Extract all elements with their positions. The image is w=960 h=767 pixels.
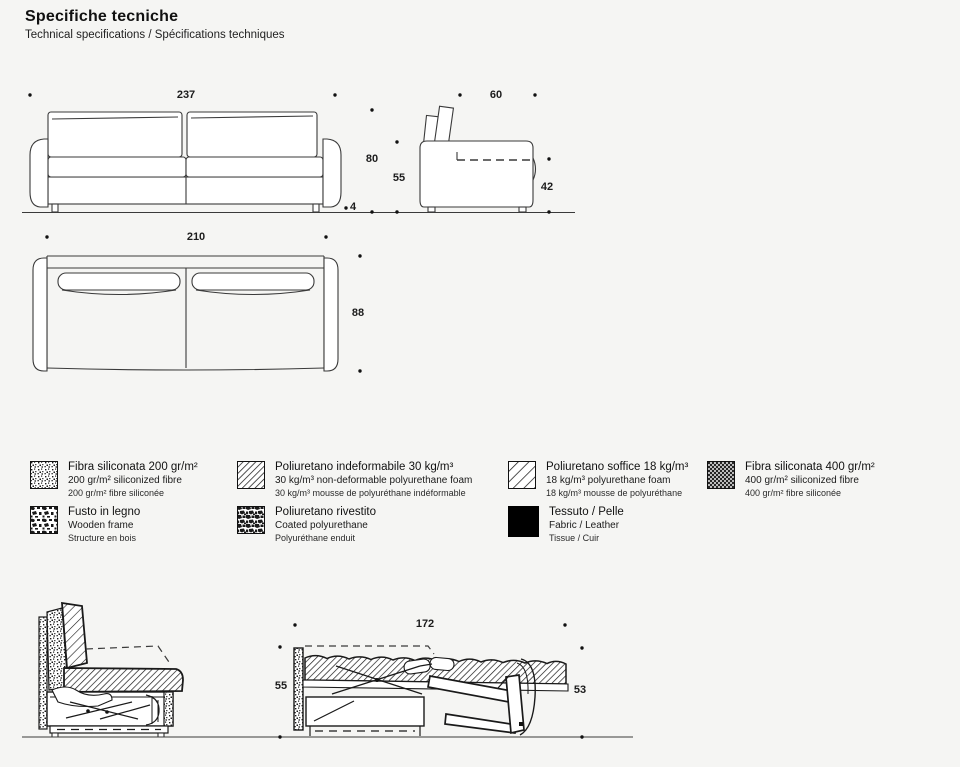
legend-label-it: Fibra siliconata 400 gr/m² — [745, 461, 875, 473]
legend-label-it: Tessuto / Pelle — [549, 506, 624, 518]
dim-plan-inner-width: 210 — [186, 231, 206, 243]
fabric-leather-swatch — [508, 506, 539, 537]
dim-side-seat-depth: 60 — [489, 89, 503, 101]
dim-front-height-armrest: 55 — [392, 172, 406, 184]
legend-label-en: 400 gr/m² siliconized fibre — [745, 475, 859, 487]
fibre-200-swatch — [30, 461, 58, 489]
page-title: Specifiche tecniche — [25, 8, 179, 25]
dim-bed-length: 172 — [415, 618, 435, 630]
legend-label-fr: 400 gr/m² fibre siliconée — [745, 487, 842, 498]
legend-label-fr: 18 kg/m³ mousse de polyuréthane — [546, 487, 683, 498]
side-view-drawing — [420, 106, 536, 212]
legend-item-polyurethane-18 — [508, 461, 688, 498]
legend-label-fr: Polyuréthane enduit — [275, 532, 356, 543]
legend-label-it: Fusto in legno — [68, 506, 141, 518]
plan-view-drawing — [33, 256, 338, 371]
open-bed-section — [294, 646, 568, 736]
legend-label-it: Poliuretano soffice 18 kg/m³ — [546, 461, 689, 473]
dim-plan-depth: 88 — [351, 307, 365, 319]
legend-item-polyurethane-30 — [237, 461, 472, 498]
polyurethane-18-swatch — [508, 461, 536, 489]
coated-polyurethane-swatch — [237, 506, 265, 534]
legend-label-en: 30 kg/m³ non-deformable polyurethane foam — [275, 475, 473, 487]
wood-swatch — [30, 506, 58, 534]
legend-label-fr: Structure en bois — [68, 532, 137, 543]
legend-label-fr: 200 gr/m² fibre siliconée — [68, 487, 165, 498]
dim-bed-open-height: 53 — [573, 684, 587, 696]
dim-front-width: 237 — [176, 89, 196, 101]
legend-item-fabric-leather — [508, 506, 624, 543]
legend-label-en: Wooden frame — [68, 520, 134, 532]
closed-mechanism-section — [39, 603, 183, 737]
legend-label-en: Fabric / Leather — [549, 520, 620, 532]
dim-side-seat-height: 42 — [540, 181, 554, 193]
front-view-drawing — [30, 112, 341, 212]
legend-label-it: Poliuretano rivestito — [275, 506, 376, 518]
legend-label-en: 200 gr/m² siliconized fibre — [68, 475, 182, 487]
legend-item-coated-polyurethane — [237, 506, 376, 543]
legend-label-en: 18 kg/m³ polyurethane foam — [546, 475, 671, 487]
legend-label-it: Poliuretano indeformabile 30 kg/m³ — [275, 461, 454, 473]
legend-label-fr: Tissue / Cuir — [549, 532, 600, 543]
legend-label-en: Coated polyurethane — [275, 520, 368, 532]
fibre-400-swatch — [707, 461, 735, 489]
polyurethane-30-swatch — [237, 461, 265, 489]
dim-front-height-total: 80 — [365, 153, 379, 165]
legend-label-it: Fibra siliconata 200 gr/m² — [68, 461, 198, 473]
page-subtitle: Technical specifications / Spécifications techniques — [25, 29, 285, 41]
dim-front-feet-height: 4 — [349, 201, 357, 213]
legend-label-fr: 30 kg/m³ mousse de polyuréthane indéformable — [275, 487, 466, 498]
legend-item-wooden-frame — [30, 506, 140, 543]
legend-item-fibre-200 — [30, 461, 198, 498]
legend-item-fibre-400 — [707, 461, 875, 498]
dim-bed-closed-height: 55 — [274, 680, 288, 692]
